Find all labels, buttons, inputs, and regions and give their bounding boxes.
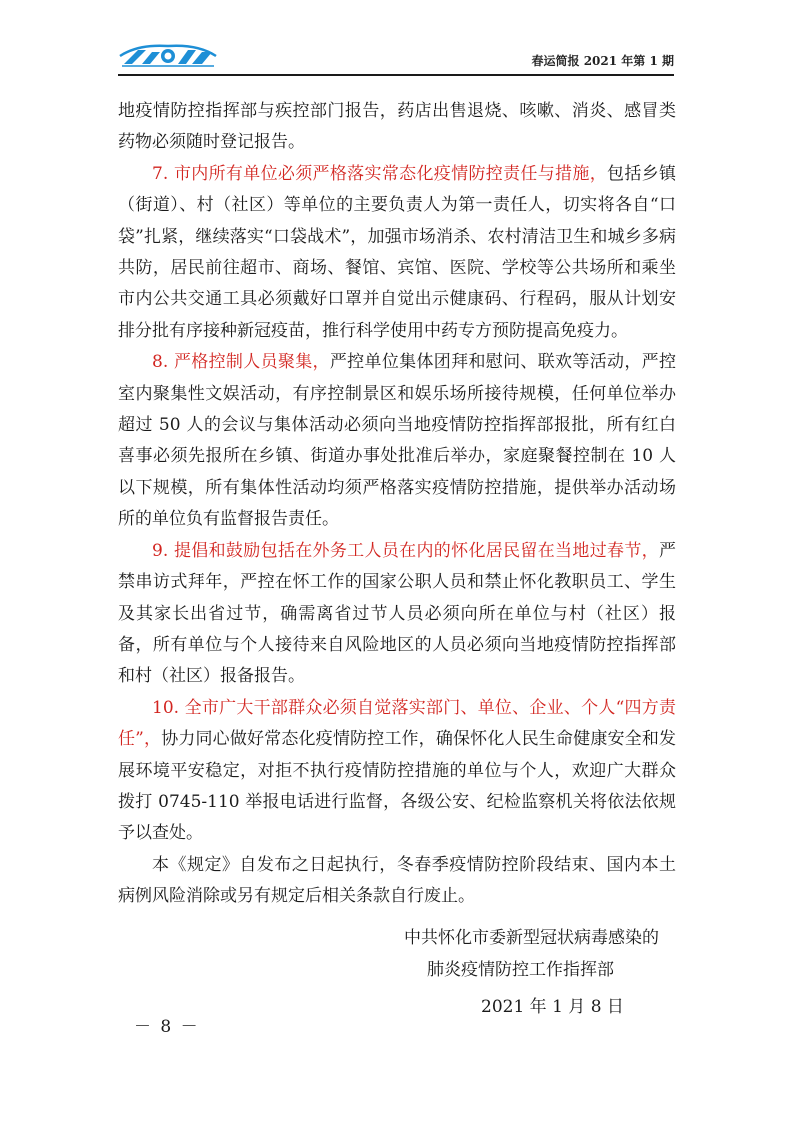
item-7-text: 包括乡镇（街道）、村（社区）等单位的主要负责人为第一责任人，切实将各自“口袋”扎紧，继续落实“口袋战术”，加强市场消杀、农村清洁卫生和城乡多病共防，居民前往超市、商场、餐馆、宾馆、医院、学校等公共场所和乘坐市内公共交通工具必须戴好口罩并自觉出示健康码、行程码，服从计划安排分批有序接种新冠疫苗，推行科学使用中药专方预防提高免疫力。 bbox=[118, 163, 677, 341]
signature-date: 2021 年 1 月 8 日 bbox=[481, 997, 624, 1017]
paragraph-item-7 bbox=[118, 159, 676, 347]
page-header bbox=[118, 44, 674, 76]
signature-block bbox=[404, 922, 684, 1023]
paragraph-item-10 bbox=[118, 693, 676, 850]
item-10-text: 协力同心做好常态化疫情防控工作，确保怀化人民生命健康安全和发展环境平安稳定，对拒不执行疫情防控措施的单位与个人，欢迎广大群众拨打 0745-110 举报电话进行监督，各级公安、纪检监察机关将依法依规予以查处。 bbox=[118, 729, 676, 844]
paragraph-item-9 bbox=[118, 536, 676, 693]
chunyun-logo-icon bbox=[118, 42, 218, 70]
item-7-heading: 7. 市内所有单位必须严格落实常态化疫情防控责任与措施， bbox=[152, 163, 608, 184]
issue-label: 春运简报 2021 年第 1 期 bbox=[531, 54, 674, 68]
signature-org-line2: 肺炎疫情防控工作指挥部 bbox=[427, 960, 614, 980]
signature-org-line1: 中共怀化市委新型冠状病毒感染的 bbox=[404, 928, 659, 948]
item-8-heading: 8. 严格控制人员聚集， bbox=[152, 352, 330, 373]
item-9-heading: 9. 提倡和鼓励包括在外务工人员在内的怀化居民留在当地过春节， bbox=[152, 540, 659, 561]
paragraph-effective-date: 本《规定》自发布之日起执行，冬春季疫情防控阶段结束、国内本土病例风险消除或另有规定后相关条款自行废止。 bbox=[118, 854, 676, 907]
item-9-text: 严禁串访式拜年，严控在怀工作的国家公职人员和禁止怀化教职员工、学生及其家长出省过节，确需离省过节人员必须向所在单位与村（社区）报备，所有单位与个人接待来自风险地区的人员必须向当地疫情防控指挥部和村（社区）报备报告。 bbox=[118, 540, 676, 687]
paragraph-item-8 bbox=[118, 347, 676, 535]
document-body bbox=[118, 96, 676, 913]
paragraph-continuation: 地疫情防控指挥部与疾控部门报告，药店出售退烧、咳嗽、消炎、感冒类药物必须随时登记报告。 bbox=[118, 101, 676, 153]
item-8-text: 严控单位集体团拜和慰问、联欢等活动，严控室内聚集性文娱活动，有序控制景区和娱乐场所接待规模，任何单位举办超过 50 人的会议与集体活动必须向当地疫情防控指挥部报批，所有红白喜事必须先报所在乡镇、街道办事处批准后举办，家庭聚餐控制在 10 人以下规模，所有集体性活动均须严格落实疫情防控措施，提供举办活动场所的单位负有监督报告责任。 bbox=[118, 352, 677, 530]
page-number: － 8 － bbox=[134, 1017, 200, 1037]
item-10-heading: 10. 全市广大干部群众必须自觉落实部门、单位、企业、个人“四方责任”， bbox=[118, 697, 676, 750]
